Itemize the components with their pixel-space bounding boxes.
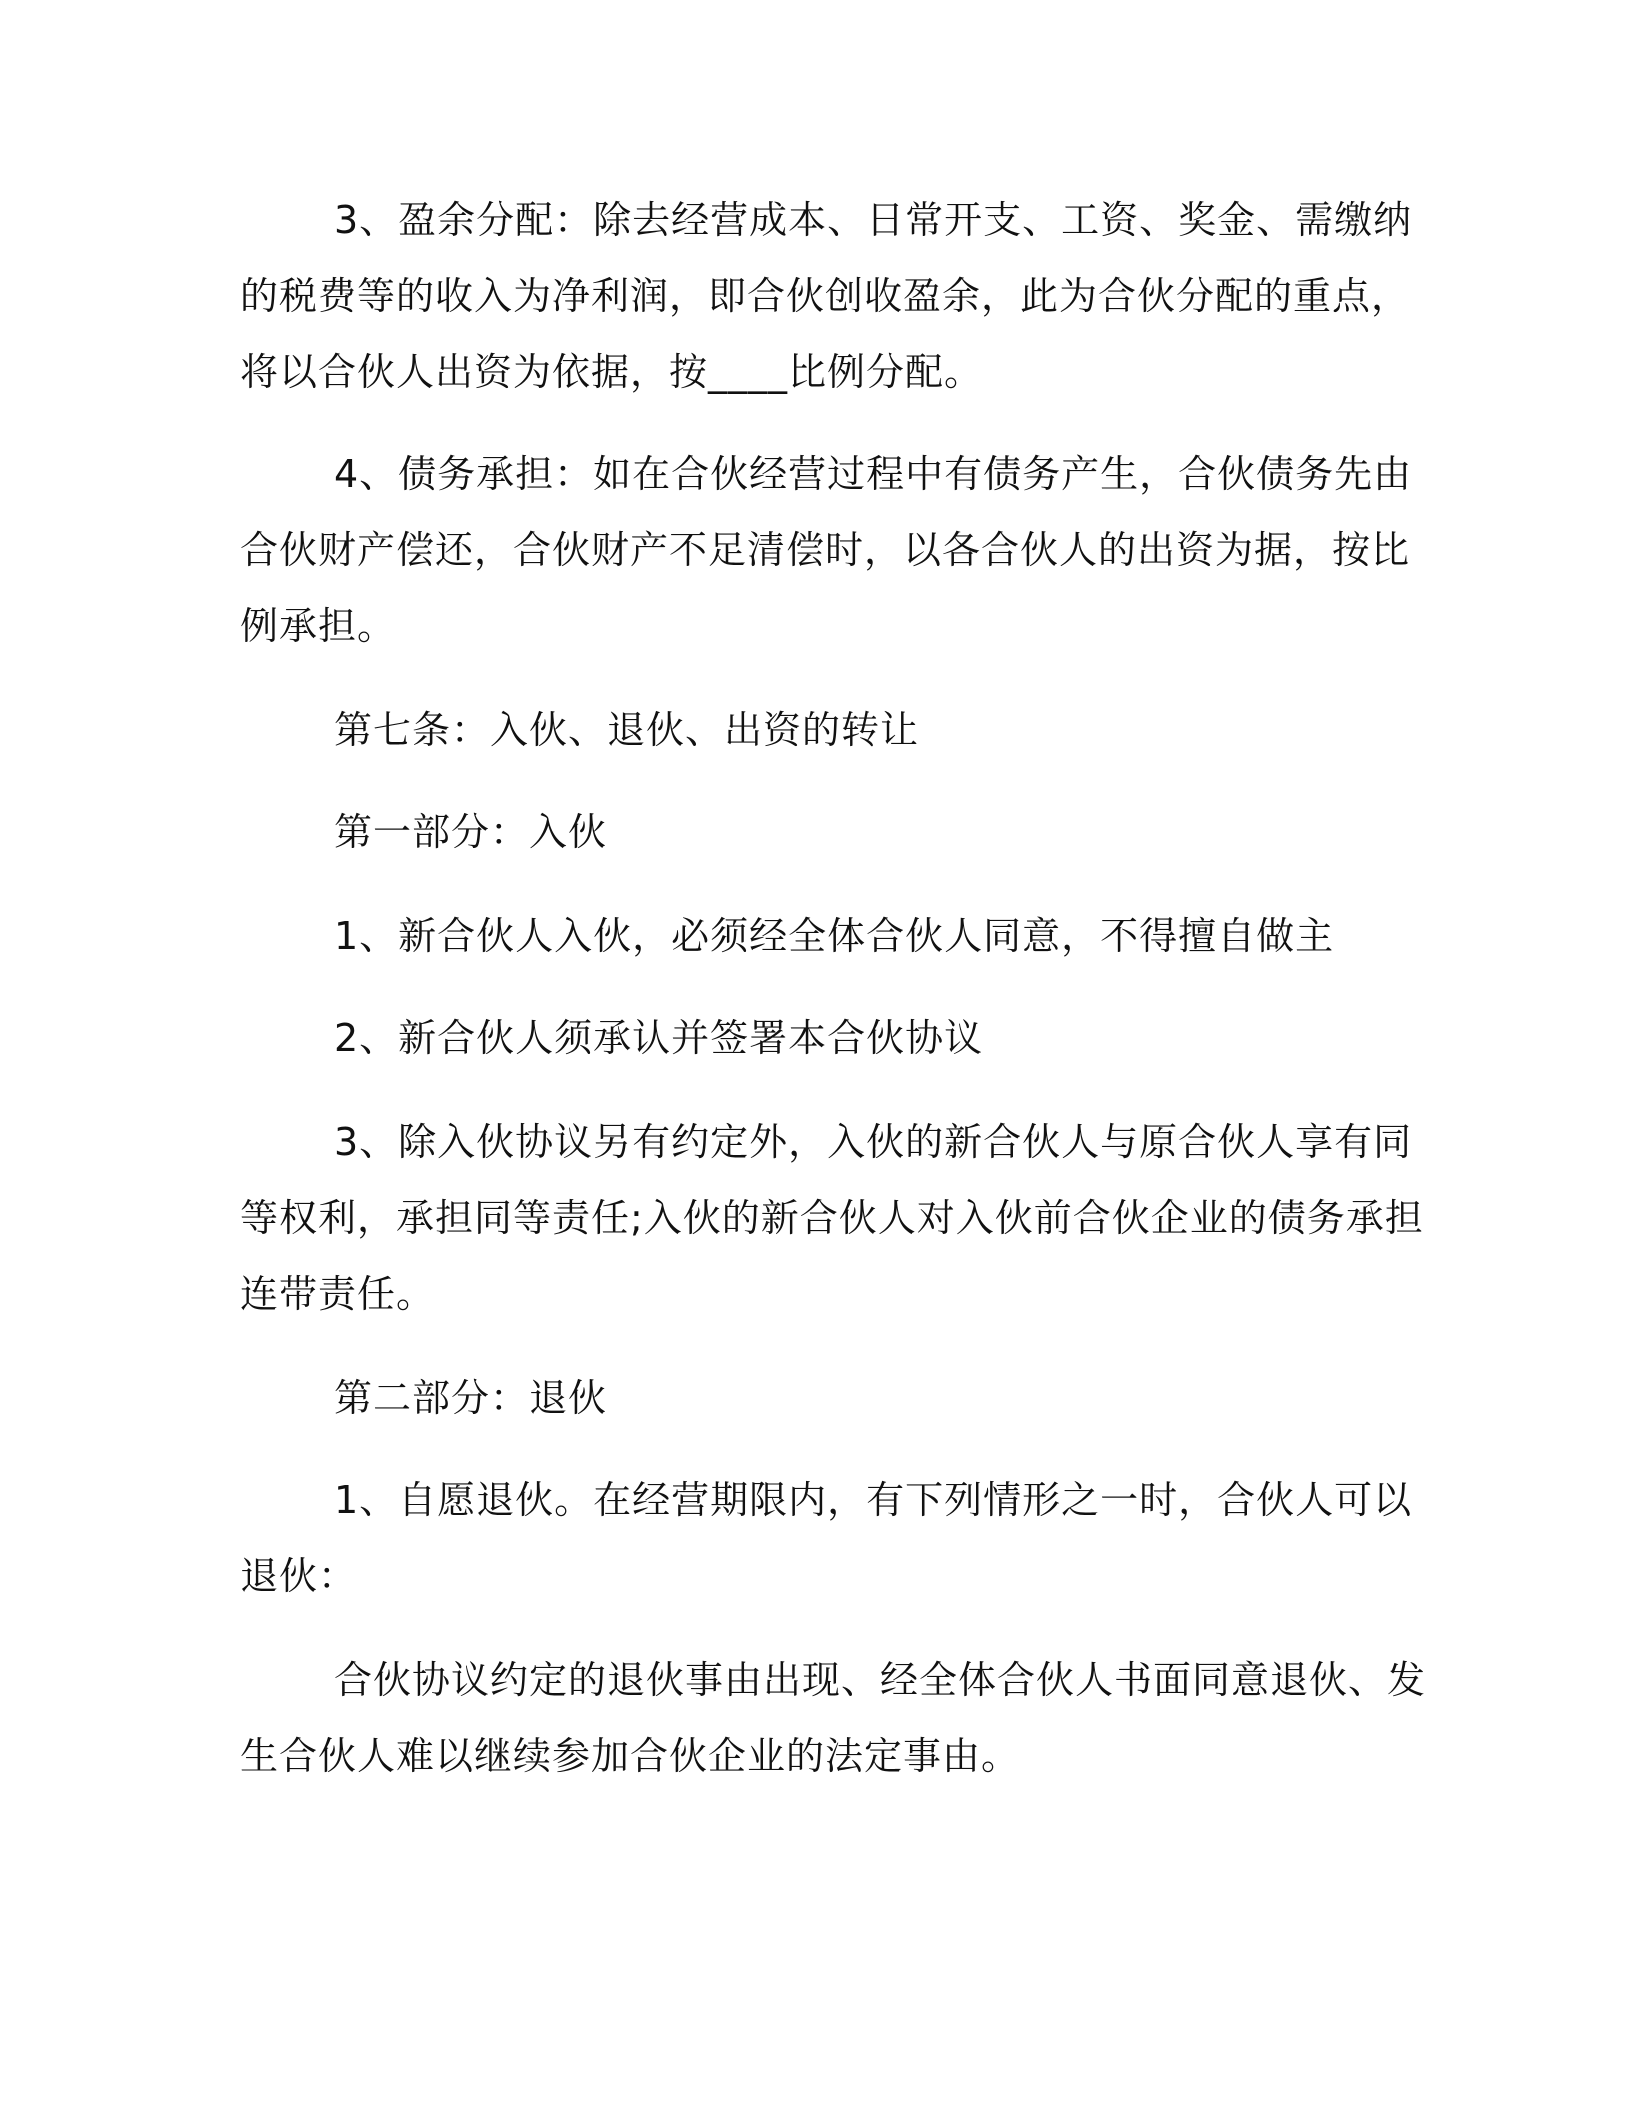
join-item-2: 2、新合伙人须承认并签署本合伙协议 (334, 1016, 984, 1060)
join-item-1: 1、新合伙人入伙，必须经全体合伙人同意，不得擅自做主 (334, 914, 1335, 958)
part-two-heading: 第二部分：退伙 (334, 1376, 608, 1420)
join-item-3-line-1: 3、除入伙协议另有约定外，入伙的新合伙人与原合伙人享有同 (334, 1120, 1413, 1164)
profit-distribution-line-2: 的税费等的收入为净利润，即合伙创收盈余，此为合伙分配的重点， (240, 274, 1411, 318)
withdraw-conditions-line-1: 合伙协议约定的退伙事由出现、经全体合伙人书面同意退伙、发 (334, 1658, 1427, 1702)
join-item-3-line-3: 连带责任。 (240, 1272, 436, 1316)
join-item-3-line-2: 等权利，承担同等责任;入伙的新合伙人对入伙前合伙企业的债务承担 (240, 1196, 1424, 1240)
withdraw-item-1-line-1: 1、自愿退伙。在经营期限内，有下列情形之一时，合伙人可以 (334, 1478, 1413, 1522)
debt-bearing-line-2: 合伙财产偿还，合伙财产不足清偿时，以各合伙人的出资为据，按比 (240, 528, 1411, 572)
article-seven-heading: 第七条：入伙、退伙、出资的转让 (334, 708, 920, 752)
withdraw-item-1-line-2: 退伙： (240, 1554, 358, 1598)
debt-bearing-line-3: 例承担。 (240, 604, 397, 648)
profit-distribution-line-1: 3、盈余分配：除去经营成本、日常开支、工资、奖金、需缴纳 (334, 198, 1413, 242)
debt-bearing-line-1: 4、债务承担：如在合伙经营过程中有债务产生，合伙债务先由 (334, 452, 1413, 496)
withdraw-conditions-line-2: 生合伙人难以继续参加合伙企业的法定事由。 (240, 1734, 1021, 1778)
part-one-heading: 第一部分：入伙 (334, 810, 608, 854)
profit-distribution-line-3: 将以合伙人出资为依据，按____比例分配。 (240, 350, 984, 394)
